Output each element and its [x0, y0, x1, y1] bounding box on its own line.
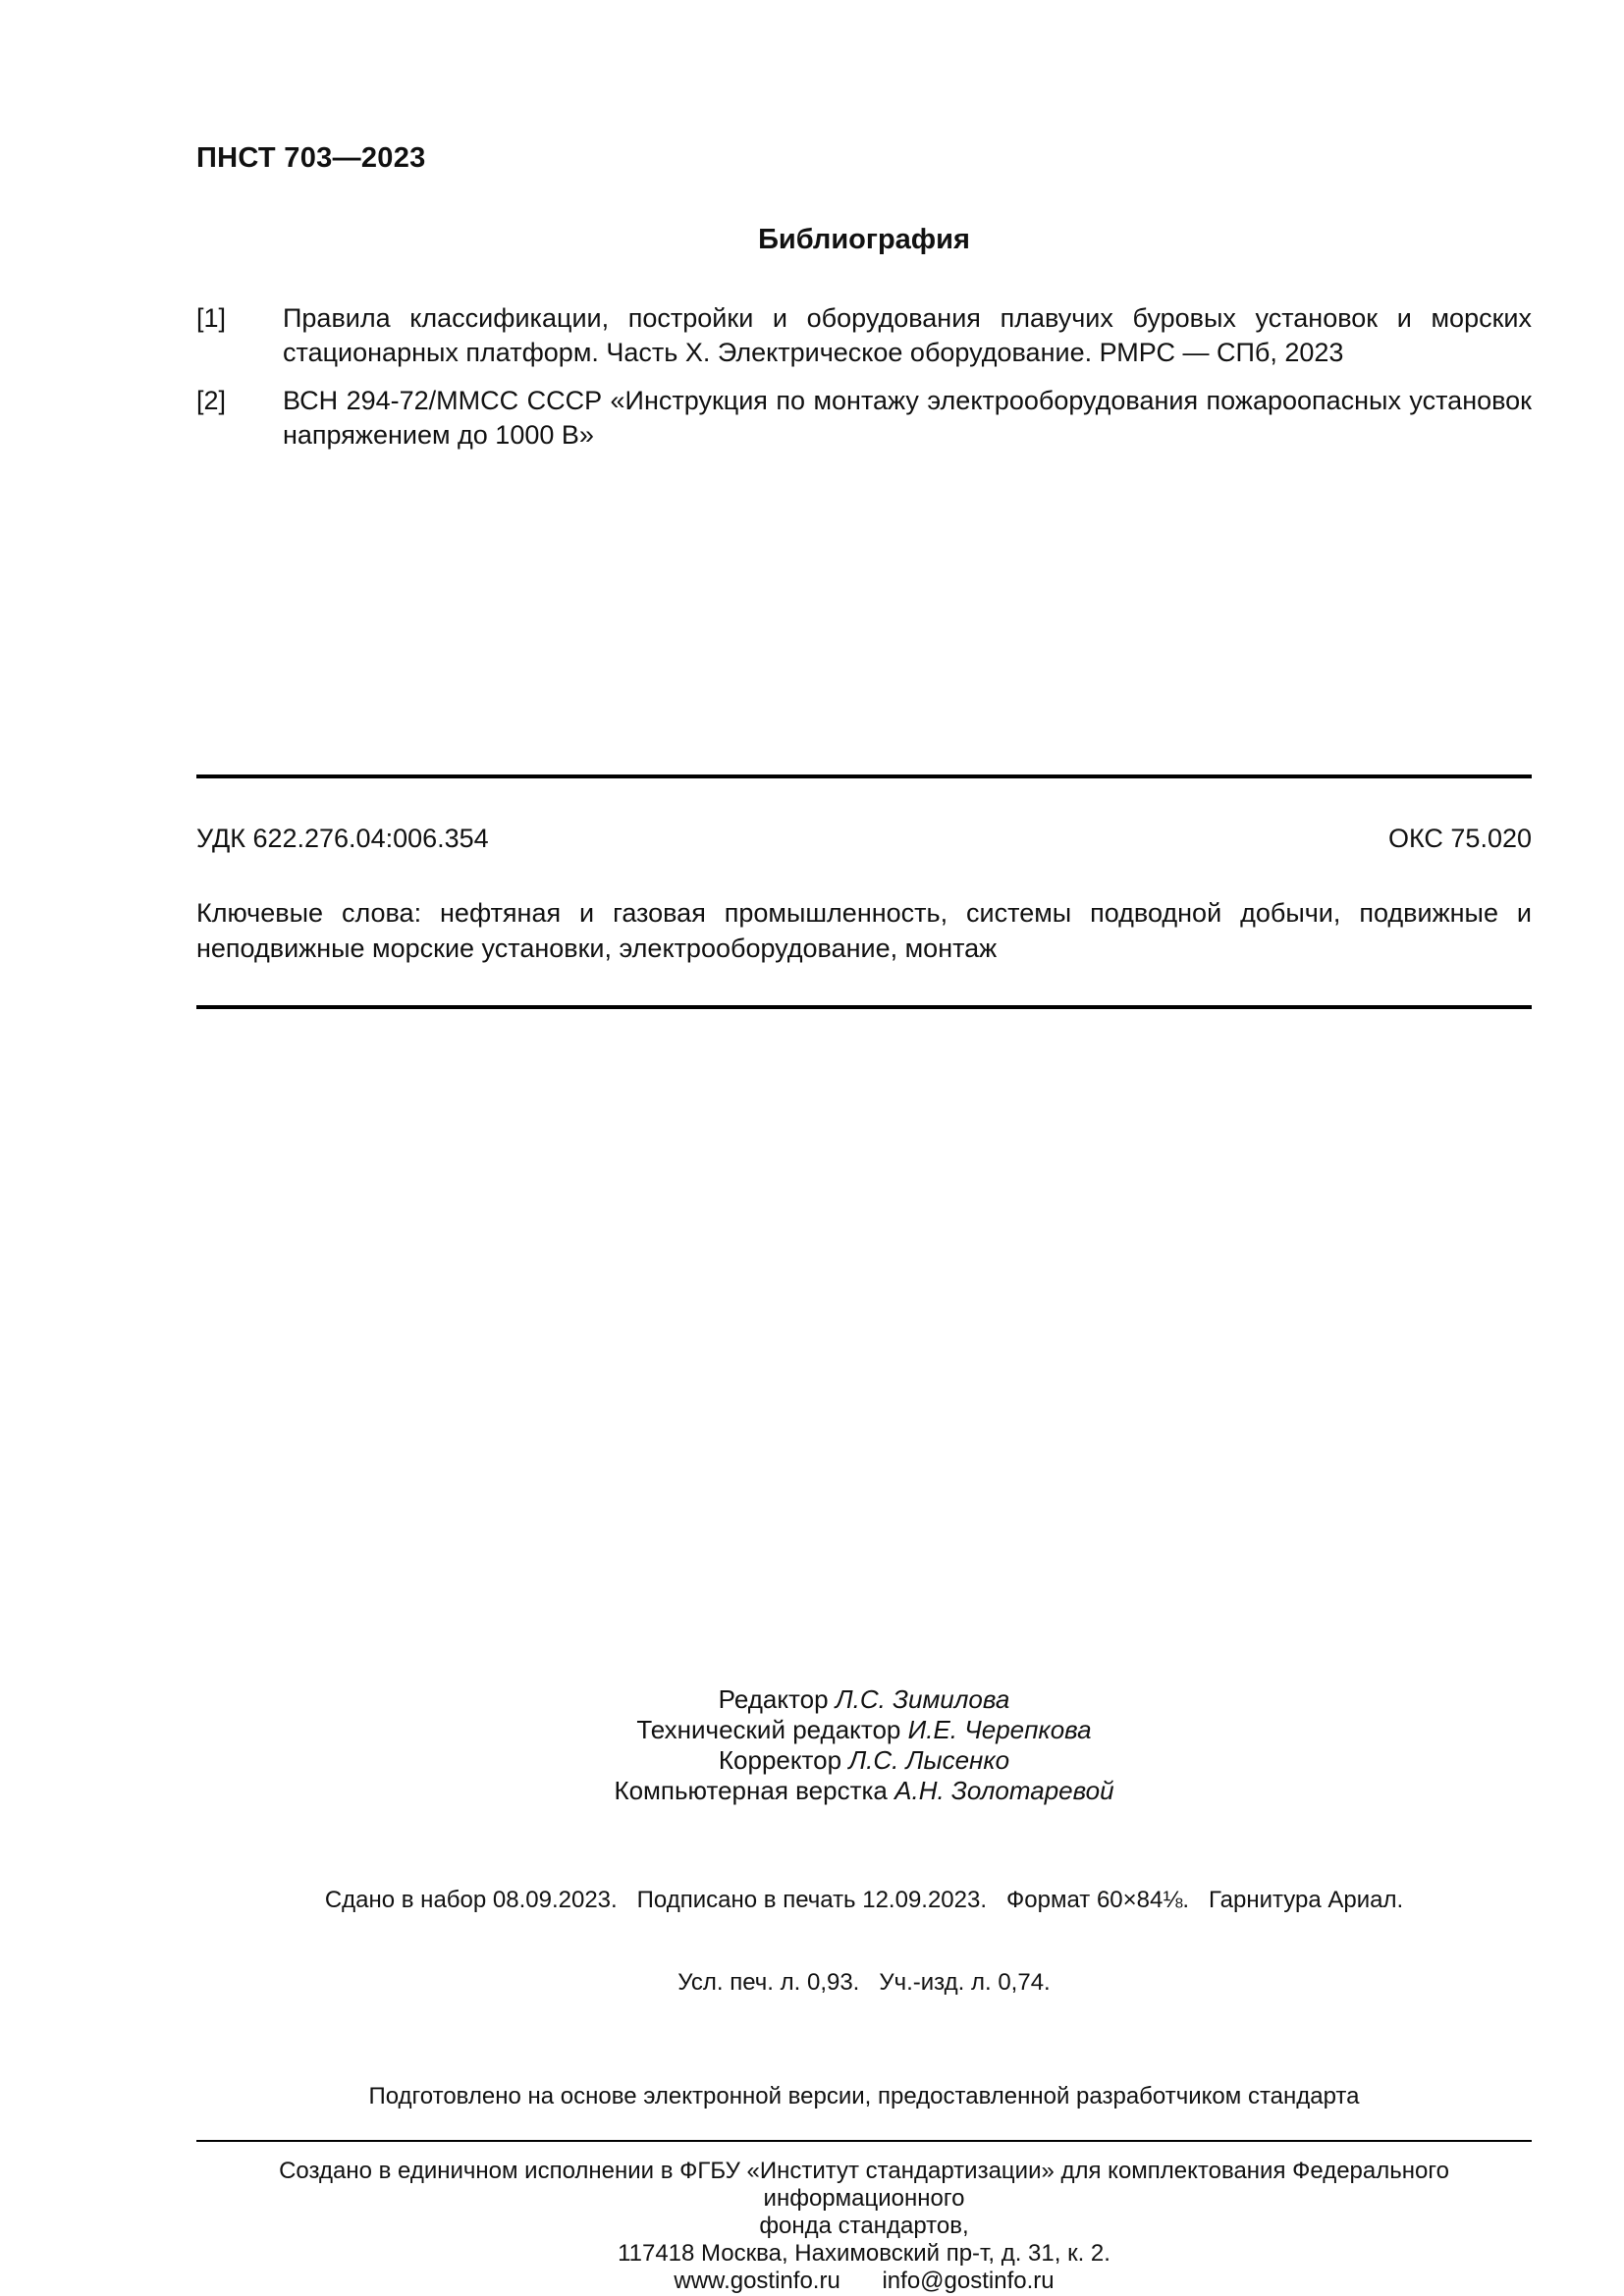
prepared-note: Подготовлено на основе электронной версии, предоставленной разработчиком стандарта: [368, 2083, 1360, 2109]
credit-name: Л.С. Лысенко: [848, 1745, 1010, 1775]
footer-line-2: фонда стандартов,: [759, 2213, 969, 2239]
credit-role: Редактор: [718, 1684, 829, 1714]
imprint-line-1: Сдано в набор 08.09.2023. Подписано в печать 12.09.2023. Формат 60×84⅛. Гарнитура Ариал.: [324, 1887, 1404, 1913]
divider-keywords: [196, 1005, 1532, 1009]
bibliography-item: [196, 301, 1532, 370]
credit-name: Л.С. Зимилова: [835, 1684, 1010, 1714]
credit-role: Технический редактор: [636, 1715, 901, 1744]
divider-footer: [196, 2140, 1532, 2142]
page-content: [196, 0, 1532, 2295]
credit-line: [196, 1776, 1532, 1806]
credit-name: И.Е. Черепкова: [907, 1715, 1092, 1744]
bibliography-item: [196, 384, 1532, 453]
footer-email: info@gostinfo.ru: [882, 2268, 1055, 2294]
credit-line: [196, 1745, 1532, 1776]
credit-role: Корректор: [718, 1745, 842, 1775]
footer-line-1: Создано в единичном исполнении в ФГБУ «Институт стандартизации» для комплектования Федерального информационного: [279, 2158, 1449, 2212]
footer-contacts: [196, 2268, 1532, 2295]
divider-top: [196, 774, 1532, 778]
footer-address: 117418 Москва, Нахимовский пр-т, д. 31, к. 2.: [618, 2240, 1110, 2267]
bibliography-item-label: [1]: [196, 303, 227, 333]
footer-block: [196, 2158, 1532, 2295]
bibliography-list: [196, 301, 1532, 453]
section-title: Библиография: [758, 224, 970, 255]
bibliography-item-text: ВСН 294-72/ММСС СССР «Инструкция по монтажу электрооборудования пожароопасных установок напряжением до 1000 В»: [283, 386, 1532, 450]
credit-line: [196, 1715, 1532, 1745]
bibliography-item-label: [2]: [196, 386, 227, 415]
codes-row: [196, 824, 1532, 854]
footer-website: www.gostinfo.ru: [674, 2268, 840, 2294]
oks-code: ОКС 75.020: [1387, 824, 1532, 853]
credit-name: А.Н. Золотаревой: [894, 1776, 1114, 1805]
credit-line: [196, 1684, 1532, 1715]
udk-code: УДК 622.276.04:006.354: [196, 824, 489, 853]
imprint-line-2: Усл. печ. л. 0,93. Уч.-изд. л. 0,74.: [677, 1969, 1051, 1996]
doc-code: ПНСТ 703—2023: [196, 142, 426, 174]
bibliography-item-text: Правила классификации, постройки и оборудования плавучих буровых установок и морских стационарных платформ. Часть X. Электрическое оборудование. РМРС — СПб, 2023: [283, 303, 1532, 367]
keywords-paragraph: Ключевые слова: нефтяная и газовая промышленность, системы подводной добычи, подвижные и неподвижные морские установки, электрооборудование, монтаж: [196, 898, 1532, 963]
credit-role: Компьютерная верстка: [614, 1776, 888, 1805]
credits-block: [196, 1684, 1532, 1806]
imprint-block: [196, 1832, 1532, 2052]
